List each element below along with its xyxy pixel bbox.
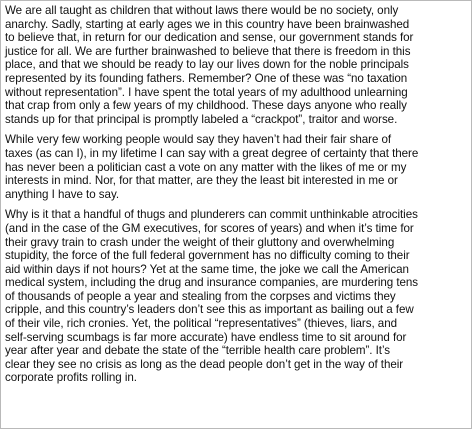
text-line: without representation”. I have spent the total years of my adulthood unlearning: [5, 85, 408, 99]
text-line: that crap from only a few years of my childhood. These days anyone who really: [5, 99, 407, 113]
text-line: stupidity, the force of the full federal government has no difficulty coming to their: [5, 249, 410, 263]
text-line: cripple, and this country’s leaders don’t see this as important as bailing out a few: [5, 303, 414, 317]
document-body: [5, 4, 467, 392]
text-line: of thousands of people a year and stealing from the corpses and victims they: [5, 289, 396, 303]
text-line: interests in mind. Nor, for that matter, are they the least bit interested in me or: [5, 174, 398, 188]
text-line: their gravy train to crash under the weight of their gluttony and overwhelming: [5, 235, 395, 249]
text-line: taxes (as can I), in my lifetime I can say with a great degree of certainty that there: [5, 146, 419, 160]
text-line: corporate profits rolling in.: [5, 371, 137, 385]
text-line: place, and that we should be ready to lay our lives down for the noble principals: [5, 58, 409, 72]
text-line: self-serving scumbags is far more accurate) have endless time to sit around for: [5, 330, 407, 344]
text-line: aid within days if not hours? Yet at the same time, the joke we call the American: [5, 262, 409, 276]
text-line: clear they see no crisis as long as the dead people don’t get in the way of their: [5, 357, 404, 371]
text-line: While very few working people would say they haven’t had their fair share of: [5, 133, 392, 147]
text-line: We are all taught as children that without laws there would be no society, only: [5, 4, 399, 17]
text-line: stands up for that principal is promptly labeled a “crackpot”, traitor and worse.: [5, 112, 398, 126]
paragraph-2: [5, 133, 467, 201]
text-line: (and in the case of the GM executives, for scores of years) and when it’s time for: [5, 221, 414, 235]
text-line: of their vile, rich cronies. Yet, the political “representatives” (thieves, liars, and: [5, 317, 398, 331]
paragraph-1: [5, 4, 467, 126]
text-line: medical system, including the drug and insurance companies, are murdering tens: [5, 276, 419, 290]
text-line: to believe that, in return for our dedication and sense, our government stands for: [5, 31, 414, 45]
text-line: justice for all. We are further brainwashed to believe that there is freedom in this: [5, 44, 411, 58]
text-line: year after year and debate the state of the “terrible health care problem”. It’s: [5, 344, 391, 358]
text-line: represented by its founding fathers. Remember? One of these was “no taxation: [5, 71, 408, 85]
text-line: anarchy. Sadly, starting at early ages we in this country have been brainwashed: [5, 17, 410, 31]
text-line: anything I have to say.: [5, 187, 120, 201]
text-line: has never been a politician cast a vote on any matter with the likes of me or my: [5, 160, 407, 174]
text-line: Why is it that a handful of thugs and plunderers can commit unthinkable atrocities: [5, 208, 418, 222]
paragraph-3: [5, 208, 467, 385]
